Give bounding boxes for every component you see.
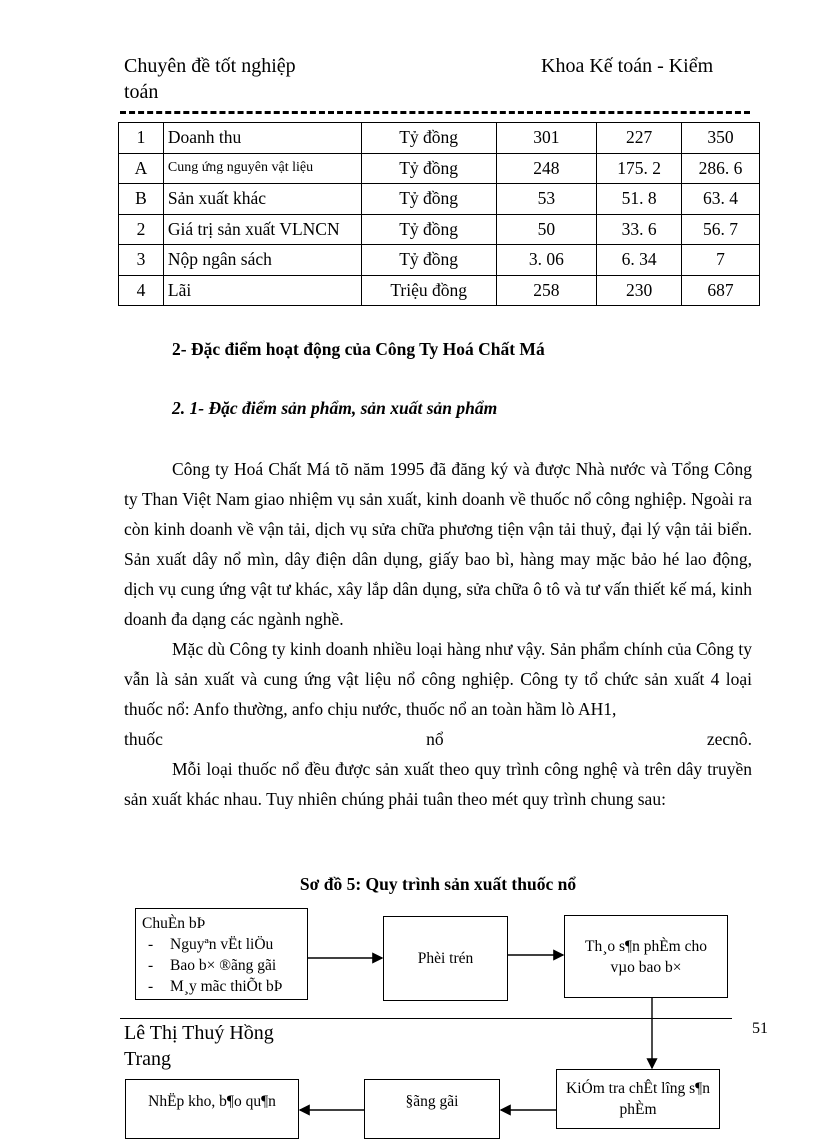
- row-indicator: Sản xuất khác: [163, 184, 361, 215]
- row-value-1: 258: [496, 275, 597, 306]
- paragraph-1: Công ty Hoá Chất Má tõ năm 1995 đã đăng ký và được Nhà nước và Tổng Công ty Than Việt Nam giao nhiệm vụ sản xuất, kinh doanh về thuốc nổ công nghiệp. Ngoài ra còn kinh doanh về vận tải, dịch vụ sửa chữa phương tiện vận tải thuỷ, đại lý vận tải biển. Sản xuất dây nổ mìn, dây điện dân dụng, giấy bao bì, hàng may mặc bảo hé lao động, dịch vụ cung ứng vật tư khác, xây lắp dân dụng, sửa chữa ô tô và tư vấn thiết kế má, kinh doanh đa dạng các ngành nghề.: [124, 459, 752, 629]
- row-number: 2: [119, 214, 164, 245]
- row-value-2: 51. 8: [597, 184, 682, 215]
- row-number: 3: [119, 245, 164, 276]
- section-heading: 2- Đặc điểm hoạt động của Công Ty Hoá Chất Má: [172, 339, 545, 359]
- step-prepare-item: - Nguyªn vËt liÖu: [142, 934, 301, 955]
- row-unit: Tỷ đồng: [361, 153, 496, 184]
- row-indicator: Doanh thu: [163, 123, 361, 154]
- step-quality-check-label: KiÓm tra chÊt lîng s¶n phÈm: [566, 1080, 710, 1118]
- row-value-1: 301: [496, 123, 597, 154]
- row-value-2: 175. 2: [597, 153, 682, 184]
- row-indicator: Giá trị sản xuất VLNCN: [163, 214, 361, 245]
- paragraph-3: Mỗi loại thuốc nổ đều được sản xuất theo quy trình công nghệ và trên dây truyền sản xuất khác nhau. Tuy nhiên chúng phải tuân theo mét quy trình chung sau:: [124, 759, 752, 809]
- subsection-heading: 2. 1- Đặc điểm sản phẩm, sản xuất sản phẩm: [172, 398, 498, 418]
- row-value-3: 286. 6: [682, 153, 760, 184]
- row-value-2: 33. 6: [597, 214, 682, 245]
- row-number: B: [119, 184, 164, 215]
- row-value-1: 50: [496, 214, 597, 245]
- row-unit: Tỷ đồng: [361, 184, 496, 215]
- diagram-title-text: Sơ đồ 5: Quy trình sản xuất thuốc nổ: [299, 874, 577, 894]
- step-prepare-item: - Bao b× ®ãng gãi: [142, 955, 301, 976]
- header-title-wrap: toán: [124, 81, 159, 103]
- row-number: A: [119, 153, 164, 184]
- row-value-2: 6. 34: [597, 245, 682, 276]
- step-package-label: §ãng gãi: [405, 1092, 459, 1110]
- row-unit: Tỷ đồng: [361, 214, 496, 245]
- row-indicator: Lãi: [163, 275, 361, 306]
- footer-author: [124, 1020, 282, 1072]
- row-value-1: 248: [496, 153, 597, 184]
- row-value-2: 227: [597, 123, 682, 154]
- row-unit: Triệu đồng: [361, 275, 496, 306]
- row-value-3: 7: [682, 245, 760, 276]
- step-unload-label: Th¸o s¶n phÈm cho vµo bao b×: [585, 937, 707, 976]
- row-value-1: 3. 06: [496, 245, 597, 276]
- header-title: Chuyên đề tốt nghiệp: [124, 55, 296, 77]
- footer-author-name-wrap: Trang: [124, 1048, 172, 1070]
- row-value-1: 53: [496, 184, 597, 215]
- row-value-3: 687: [682, 275, 760, 306]
- paragraph-2: Mặc dù Công ty kinh doanh nhiều loại hàng như vậy. Sản phẩm chính của Công ty vẫn là sản xuất và cung ứng vật liệu nổ công nghiệp. Công ty tổ chức sản xuất 4 loại thuốc nổ: Anfo thường, anfo chịu nước, thuốc nổ an toàn hầm lò AH1,: [124, 639, 752, 719]
- footer-author-name: Lê Thị Thuý Hồng: [124, 1022, 274, 1044]
- row-value-2: 230: [597, 275, 682, 306]
- page-number: 51: [752, 1020, 768, 1037]
- row-indicator: Nộp ngân sách: [163, 245, 361, 276]
- step-store-label: NhËp kho, b¶o qu¶n: [148, 1092, 276, 1110]
- row-unit: Tỷ đồng: [361, 245, 496, 276]
- row-number: 1: [119, 123, 164, 154]
- row-value-3: 56. 7: [682, 214, 760, 245]
- paragraph-2-last-line: thuốc nổ zecnô.: [124, 729, 752, 749]
- step-mix-label: Phèi trén: [417, 950, 474, 967]
- step-prepare-title: ChuÈn bÞ: [142, 915, 206, 932]
- row-value-3: 63. 4: [682, 184, 760, 215]
- header-right: Khoa Kế toán - Kiểm: [541, 55, 714, 77]
- step-prepare-item: - M¸y mãc thiÕt bÞ: [142, 976, 301, 997]
- row-indicator: Cung ứng nguyên vật liệu: [163, 153, 361, 184]
- footer-divider: [120, 1018, 732, 1019]
- row-value-3: 350: [682, 123, 760, 154]
- row-unit: Tỷ đồng: [361, 123, 496, 154]
- row-number: 4: [119, 275, 164, 306]
